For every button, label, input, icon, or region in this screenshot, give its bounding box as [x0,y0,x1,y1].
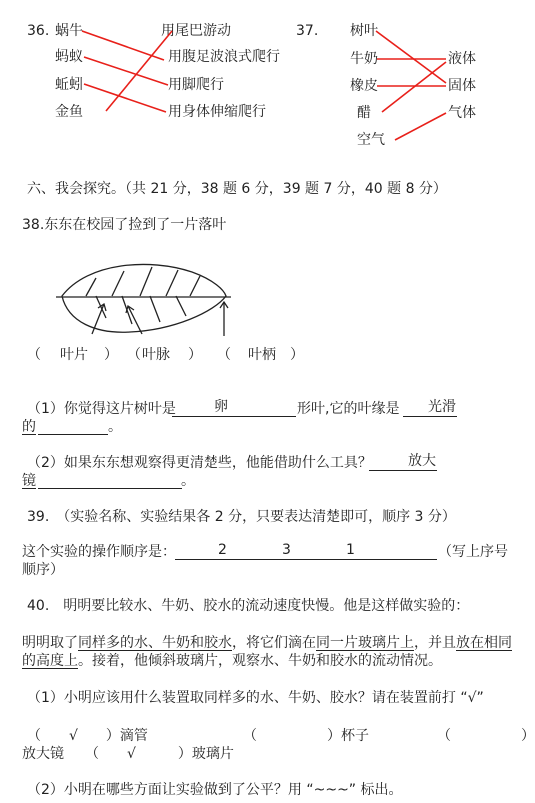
q40-p2 [22,652,442,670]
line-leaf-to-solid [376,31,446,83]
q39-order-suffix: （写上序号 [438,544,508,560]
q39-order-answer-2: 3 [282,542,291,558]
q37-state-liquid: 液体 [448,51,476,67]
q37-item-air: 空气 [357,132,385,148]
q38-s1-end: 。 [108,419,122,435]
q36-animal-goldfish: 金鱼 [55,104,83,120]
q38-s2-line2: 镜 [22,473,36,489]
q37-state-gas: 气体 [448,105,476,121]
q40-s2: （2）小明在哪些方面让实验做到了公平？用 “~~~” 标出。 [27,782,403,798]
q40-fair-condition-glass: 同一片玻璃片上 [316,635,414,651]
q36-number: 36. [27,23,50,39]
q36-action-body: 用身体伸缩爬行 [168,104,266,120]
q37-number: 37. [296,23,319,39]
q39-order-blank[interactable] [175,543,437,560]
q40-p1-e: ，并且 [414,635,456,651]
q36-action-legs: 用脚爬行 [168,77,224,93]
leaf-blade-outline [62,264,226,332]
q36-animal-ant: 蚂蚁 [55,49,83,65]
q40-p1-a: 明明取了 [22,635,78,651]
q40-p1 [22,634,512,652]
q40-p2-b: 。接着，他倾斜玻璃片，观察水、牛奶和胶水的流动情况。 [78,653,442,669]
leaf-label-petiole: 叶柄 [248,347,276,363]
leaf-vein [86,278,96,296]
q37-item-milk: 牛奶 [350,51,378,67]
q38-s2-prefix: （2）如果东东想观察得更清楚些，他能借助什么工具？ [27,455,372,471]
q39-order-prefix: 这个实验的操作顺序是： [22,544,176,560]
q38-s2-answer: 放大 [408,453,436,469]
q38-title: 38.东东在校园了捡到了一片落叶 [22,217,227,233]
q38-s1-blank3[interactable] [38,418,108,435]
leaf-label-vein-open: （ [127,347,141,363]
leaf-label-petiole-close: ） [290,347,304,363]
leaf-label-blade-close: ） [104,347,118,363]
q40-option-cup: （ ）杯子 [243,728,369,744]
matching-lines [82,31,446,140]
q40-option-glass: 放大镜 （ √ ）玻璃片 [22,746,234,762]
q36-animal-snail: 蜗牛 [55,23,83,39]
q40-fair-condition-amount: 同样多的水、牛奶和胶水 [78,635,232,651]
q38-s1-answer-shape: 卵 [214,399,228,415]
q40-fair-condition-height: 放在相同 [456,635,512,651]
q40-option-dropper: （ √ ）滴管 [27,728,148,744]
q38-s2-blank2[interactable] [38,472,182,489]
q39-order-answer-1: 2 [218,542,227,558]
q37-state-solid: 固体 [448,78,476,94]
leaf-label-petiole-open: （ [217,347,231,363]
line-vinegar-to-liquid [382,62,446,112]
leaf-label-blade-open: （ [27,347,41,363]
q38-s1-prefix: （1）你觉得这片树叶是 [27,401,176,417]
q40-p1-c: ，将它们滴在 [232,635,316,651]
q38-s1-answer-margin: 光滑 [428,399,456,415]
leaf-label-vein: 叶脉 [142,347,170,363]
q37-item-leaf: 树叶 [350,23,378,39]
leaf-vein [150,296,160,322]
q38-s2-end: 。 [181,473,195,489]
q40-option-magnifier-brackets: （ ） [437,728,535,744]
q39-order-line2: 顺序） [22,562,64,578]
q40-s1: （1）小明应该用什么装置取同样多的水、牛奶、胶水？请在装置前打 “√” [27,690,484,706]
q36-action-foot-wave: 用腹足波浪式爬行 [168,49,280,65]
leaf-vein [140,267,152,296]
q36-animal-earthworm: 蚯蚓 [55,77,83,93]
q40-title: 40. 明明要比较水、牛奶、胶水的流动速度快慢。他是这样做实验的： [27,598,470,614]
line-ant-to-legs [84,57,168,85]
line-air-to-gas [395,113,446,140]
leaf-vein [190,276,200,296]
leaf-vein [112,271,124,296]
q39-title: 39. （实验名称、实验结果各 2 分，只要表达清楚即可，顺序 3 分） [27,509,456,525]
q38-s1-blank1[interactable] [172,400,296,417]
q40-fair-condition-height-cont: 的高度上 [22,653,78,669]
q38-s1-line2: 的 [22,419,36,435]
leaf-vein [176,296,186,316]
q39-order-answer-3: 1 [346,542,355,558]
leaf-label-vein-close: ） [188,347,202,363]
q37-item-eraser: 橡皮 [350,78,378,94]
q36-action-tail: 用尾巴游动 [161,23,231,39]
section6-title: 六、我会探究。（共 21 分，38 题 6 分，39 题 7 分，40 题 8 分） [27,181,447,197]
leaf-vein [166,270,178,296]
leaf-drawing [56,264,231,336]
q37-item-vinegar: 醋 [357,105,371,121]
leaf-label-blade: 叶片 [60,347,88,363]
q38-s1-middle: 形叶,它的叶缘是 [297,401,400,417]
